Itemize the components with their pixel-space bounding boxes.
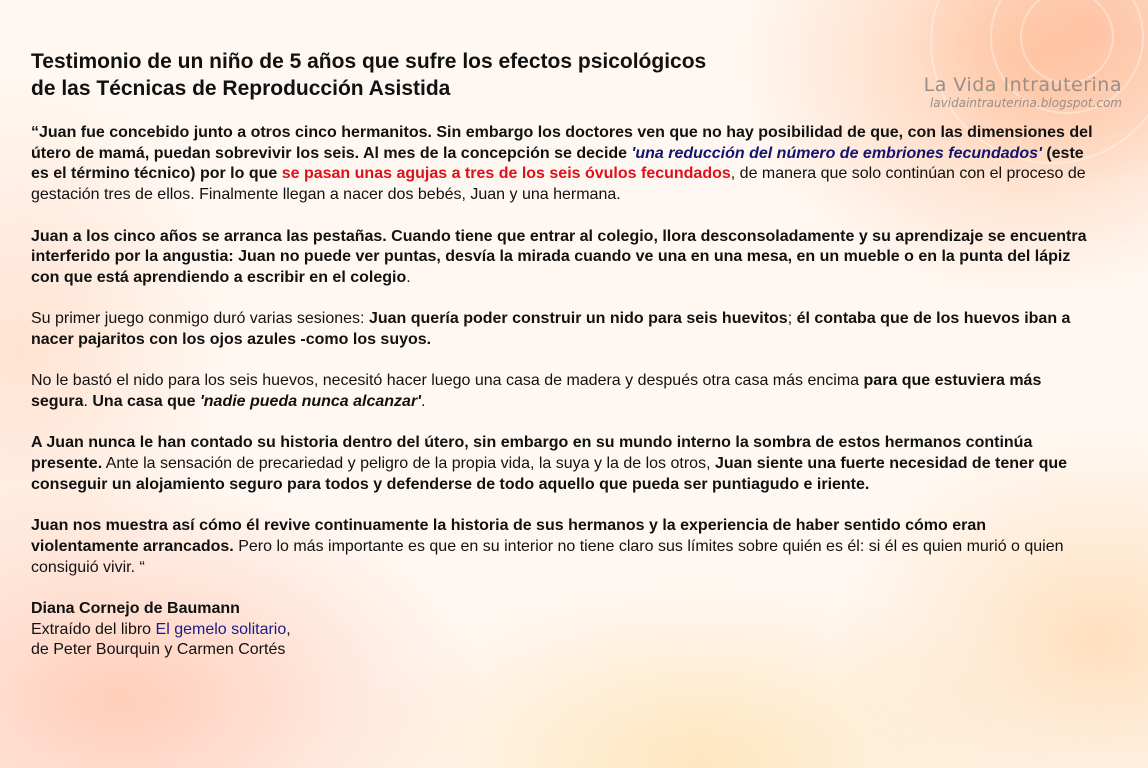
- author-name: Diana Cornejo de Baumann: [31, 600, 240, 618]
- signature-block: [31, 599, 1095, 661]
- extract-prefix: Extraído del libro: [31, 620, 156, 638]
- text-technical-term: 'una reducción del número de embriones fecundados': [631, 144, 1042, 162]
- paragraph-conclusion: [31, 516, 1095, 578]
- text-highlight-red: se pasan unas agujas a tres de los seis óvulos fecundados: [281, 165, 731, 183]
- testimony-body: [31, 123, 1095, 661]
- text-normal: ;: [787, 310, 797, 328]
- paragraph-first-game: [31, 309, 1095, 350]
- title-line-2: de las Técnicas de Reproducción Asistida: [31, 77, 451, 100]
- text-bold: Juan quería poder construir un nido para seis huevitos: [368, 310, 788, 328]
- text-bold: “Juan fue concebido junto a otros cinco hermanitos. Sin embargo los doctores ven que no hay posibilidad de que, con las dimensiones del útero de mamá, puedan sobrevivir los seis. Al mes de la concepción se decide: [31, 124, 1093, 162]
- blog-watermark: [924, 74, 1122, 111]
- blog-url: lavidaintrauterina.blogspot.com: [929, 96, 1122, 110]
- text-bold: Juan a los cinco años se arranca las pestañas. Cuando tiene que entrar al colegio, llora desconsoladamente y su aprendizaje se encuentra interferido por la angustia: Juan no puede ver puntas, desvía la mirada cuando ve una en una mesa, en un mueble o en la punta del lápiz con que está aprendiendo a escribir en el colegio: [31, 227, 1087, 286]
- text-bold: Juan siente una fuerte necesidad de tener que conseguir un alojamiento seguro para todos y defenderse de todo aquello que pueda ser puntiagudo e iriente.: [31, 455, 1068, 493]
- text-bold: él contaba que de los huevos iban a nacer pajaritos con los ojos azules -como los suyos.: [31, 310, 1071, 348]
- paragraph-conception: [31, 123, 1095, 206]
- text-normal: , de manera que solo continúan con el proceso de gestación tres de ellos. Finalmente llegan a nacer dos bebés, Juan y una hermana.: [31, 165, 1086, 204]
- text-normal: Ante la sensación de precariedad y peligro de la propia vida, la suya y la de los otros,: [102, 455, 715, 473]
- extract-suffix: ,: [286, 620, 291, 638]
- text-bold: (este es el término técnico) por lo que: [31, 144, 1084, 183]
- blog-name: La Vida Intrauterina: [923, 74, 1122, 96]
- text-normal: .: [420, 393, 426, 411]
- text-bold: para que estuviera más segura: [31, 372, 1042, 411]
- text-normal: No le bastó el nido para los seis huevos, necesitó hacer luego una casa de madera y después otra casa más encima: [31, 372, 864, 390]
- title-line-1: Testimonio de un niño de 5 años que sufre los efectos psicológicos: [31, 50, 707, 73]
- text-bold: Una casa que: [92, 393, 200, 411]
- book-link[interactable]: El gemelo solitario: [155, 620, 287, 638]
- page-title: [31, 48, 851, 102]
- text-normal: Su primer juego conmigo duró varias sesiones:: [31, 310, 369, 328]
- text-bold: A Juan nunca le han contado su historia dentro del útero, sin embargo en su mundo interno la sombra de estos hermanos continúa presente.: [31, 434, 1033, 473]
- paragraph-inner-world: [31, 433, 1095, 495]
- text-bold-italic: 'nadie pueda nunca alcanzar': [199, 393, 421, 411]
- text-normal: Pero lo más importante es que en su interior no tiene claro sus límites sobre quién es él: si él es quien murió o quien consiguió vivir. “: [31, 537, 1064, 576]
- text-bold: Juan nos muestra así cómo él revive continuamente la historia de sus hermanos y la experiencia de haber sentido cómo eran violentamente arrancados.: [31, 517, 986, 555]
- text-normal: .: [83, 393, 93, 411]
- book-authors: de Peter Bourquin y Carmen Cortés: [31, 641, 286, 659]
- paragraph-symptoms: [31, 227, 1095, 289]
- text-normal: .: [406, 268, 411, 286]
- paragraph-house: [31, 371, 1095, 412]
